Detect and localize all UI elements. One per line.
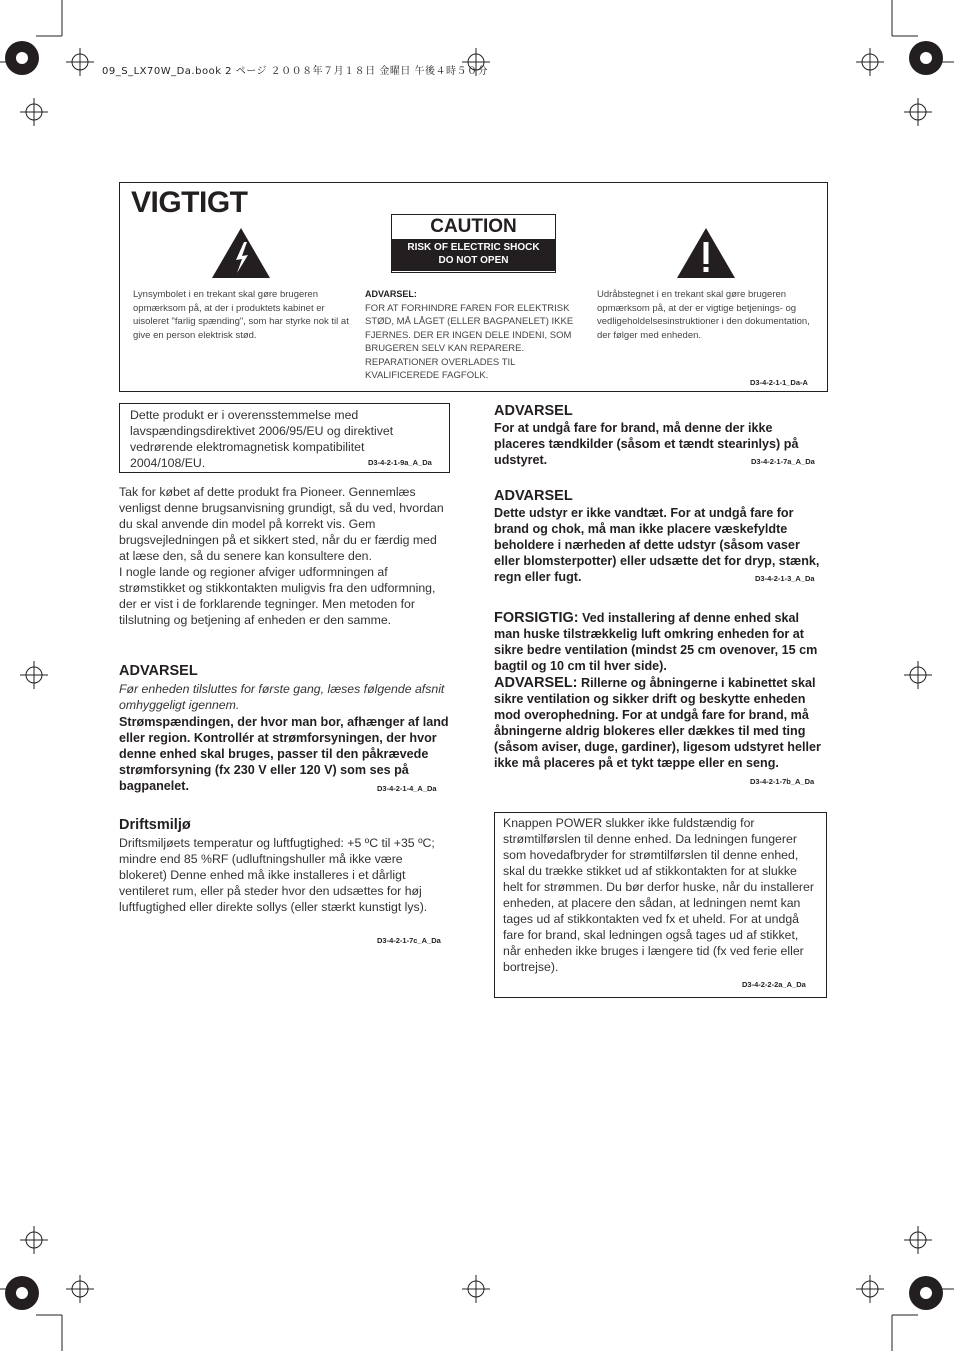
caution-subtext: RISK OF ELECTRIC SHOCK DO NOT OPEN [392,239,555,271]
center-warning [365,288,585,383]
forsigtig-text: Ved installering af denne enhed skal man huske tilstrækkelig luft omkring enheden for at sikre bedre ventilation (mindst 25 cm ovenover, 15 cm bagtil og 10 cm til hver side). [494,611,818,673]
page-title: VIGTIGT [131,186,248,219]
right-advarsel-3-text: Rillerne og åbningerne i kabinettet skal sikre ventilation og sikker drift og beskytte enheden mod overophedning. For at undgå fare for brand, må åbningerne aldrig blokeres eller dækkes til med ting (såsom aviser, duge, gardiner), ligesom udstyret heller ikke må placeres på et tykt tæppe eller en seng. [494,676,821,770]
advarsel-heading: ADVARSEL [119,663,198,679]
emc-notice-text: Dette produkt er i overensstemmelse med lavspændingsdirektivet 2006/95/EU og direktivet vedrørende elektromagnetisk kompatibilitet 2004/108/EU. [130,408,394,470]
drift-code: D3-4-2-1-7c_A_Da [377,936,441,945]
intro-text: Tak for købet af dette produkt fra Pioneer. Gennemlæs venligst denne brugsanvisning grundigt, så du ved, hvordan du skal anvende din model på korrekt vis. Gem brugsvejledningen på et sikkert sted, når du er færdig med at læse den, så du senere kan konsultere den. [119,485,444,563]
right-advarsel-3-block [494,675,826,771]
caution-heading: CAUTION [430,216,517,237]
right-advarsel-3-code: D3-4-2-1-7b_A_Da [750,777,815,786]
right-advarsel-1-heading: ADVARSEL [494,403,573,419]
forsigtig-block [494,610,826,674]
drift-heading: Driftsmiljø [119,817,191,833]
print-header-file-info: 09_S_LX70W_Da.book 2 ページ ２００８年７月１８日 金曜日 午後４時５０分 [102,66,489,77]
right-advarsel-2-code: D3-4-2-1-3_A_Da [755,574,815,583]
lightning-symbol-text: Lynsymbolet i en trekant skal gøre brugeren opmærksom på, at der i produktets kabinet er uisoleret "farlig spænding", som har styrke nok til at give en person elektrisk stød. [133,289,349,341]
advarsel-bold-text: Strømspændingen, der hvor man bor, afhænger af land eller region. Kontrollér at strømforsyningen, der hvor denne enhed skal bruges, passer til den påkrævede strømforsyning (fx 230 V eller 120 V) som ses på bagpanelet. [119,715,449,793]
center-warning-text: FOR AT FORHINDRE FAREN FOR ELEKTRISK STØD, MÅ LÅGET (ELLER BAGPANELET) IKKE FJERNES. DER ER INGEN DELE INDENI, SOM BRUGEREN SELV KAN REPARERE. REPARATIONER OVERLADES TIL KVALIFICEREDE FAGFOLK. [365,302,574,381]
center-warning-heading: ADVARSEL: [365,289,417,299]
advarsel-italic: Før enheden tilsluttes for første gang, læses følgende afsnit omhyggeligt igennem. [119,682,445,712]
caution-label [391,214,556,273]
right-advarsel-1-text: For at undgå fare for brand, må denne der ikke placeres tændkilder (såsom et tændt stearinlys) på udstyret. [494,421,799,467]
drift-text: Driftsmiljøets temperatur og luftfugtighed: +5 ºC til +35 ºC; mindre end 85 %RF (udluftningshuller må ikke være blokeret) Denne enhed må ikke installeres i et dårligt ventileret rum, eller på steder hvor den udsættes for høj luftfugtighed eller direkte sollys (eller stærkt kunstigt lys). [119,836,435,914]
right-advarsel-2-text: Dette udstyr er ikke vandtæt. For at undgå fare for brand og chok, må man ikke placere væskefyldte beholdere i nærheden af dette udstyr (såsom vaser eller blomsterpotter) eller udsætte det for dryp, stænk, regn eller fugt. [494,506,820,584]
exclamation-symbol-text: Udråbstegnet i en trekant skal gøre brugeren opmærksom på, at der er vigtige betjenings- og vedligeholdelsesinstruktioner i den dokumentation, der følger med enheden. [597,289,810,341]
power-notice-code: D3-4-2-2-2a_A_Da [742,980,806,989]
advarsel-code: D3-4-2-1-4_A_Da [377,784,437,793]
emc-code: D3-4-2-1-9a_A_Da [368,458,432,467]
right-advarsel-2-heading: ADVARSEL [494,488,573,504]
exclamation-warning-icon [675,226,737,280]
right-advarsel-3-heading: ADVARSEL: [494,675,578,691]
panel-code: D3-4-2-1-1_Da-A [750,378,808,387]
intro-text-2: I nogle lande og regioner afviger udformningen af strømstikket og stikkontakten muligvis fra den udformning, der er vist i de forklarende tegninger. Men metoden for tilslutning og betjening af enheden er den samme. [119,565,436,627]
power-notice-text: Knappen POWER slukker ikke fuldstændig for strømtilførslen til denne enhed. Da ledningen fungerer som hovedafbryder for strømtilførslen til denne enhed, skal du trække stikket ud af stikkontakten for at slukke helt for strømmen. Du bør derfor huske, når du installerer enheden, at placere den sådan, at ledningen nemt kan tages ud af stikkontakten ved fx et uheld. For at undgå fare for brand, skal ledningen også tages ud af stikket, når enheden ikke bruges i længere tid (fx ved ferie eller bortrejse). [503,816,814,974]
right-advarsel-1-code: D3-4-2-1-7a_A_Da [751,457,815,466]
lightning-warning-icon [210,226,272,280]
forsigtig-heading: FORSIGTIG: [494,610,579,626]
